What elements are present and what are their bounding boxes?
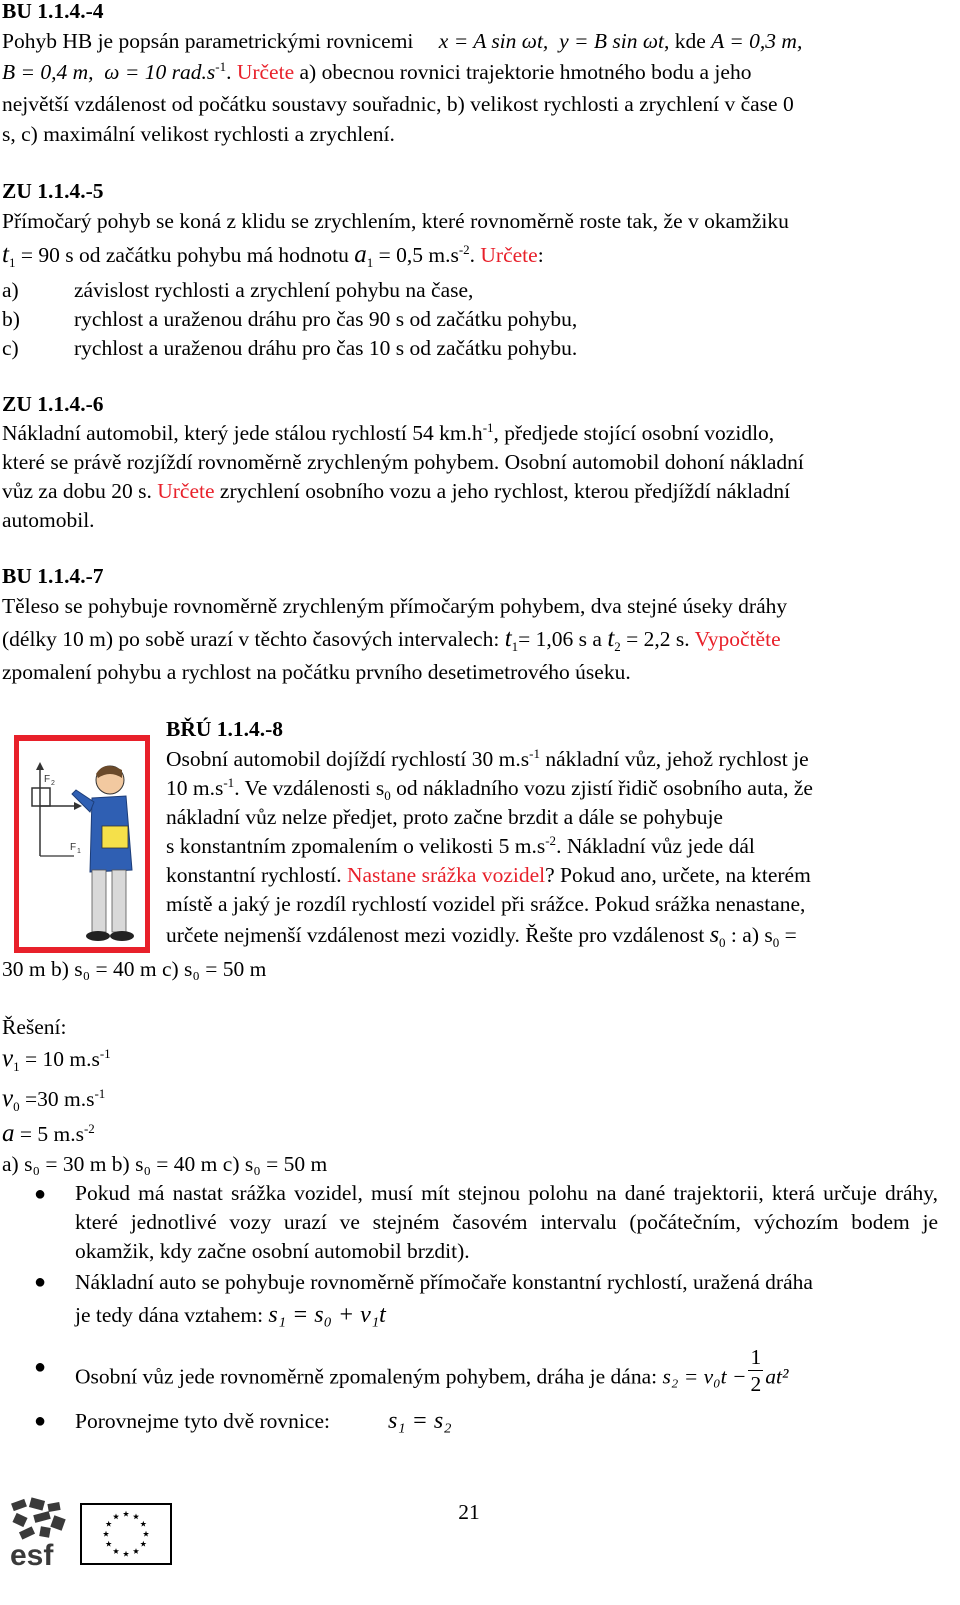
problem-4-line-1: Pohyb HB je popsán parametrickými rovnicemi x = A sin ωt, y = B sin ωt, kde A = 0,3 m,: [2, 29, 803, 53]
bullet-icon: ●: [34, 1183, 47, 1205]
problem-7-title: BU 1.1.4.-7: [2, 564, 104, 588]
keyword-urcete: Určete: [480, 243, 538, 267]
problem-8-line-6: místě a jaký je rozdíl rychlostí vozidel při srážce. Pokud srážka nenastane,: [166, 892, 806, 916]
eu-flag: [80, 1503, 172, 1565]
problem-8-line-8: 30 m b) s₀ = 40 m c) s₀ = 50 m: [2, 957, 267, 981]
problem-7-line-3: zpomalení pohybu a rychlost na počátku prvního desetimetrového úseku.: [2, 660, 631, 684]
page-number: 21: [458, 1500, 480, 1524]
problem-4-line-3: největší vzdálenost od počátku soustavy souřadnic, b) velikost rychlosti a zrychlení v čase 0: [2, 92, 794, 116]
problem-8-line-1: Osobní automobil dojíždí rychlostí 30 $m.s^{-1}$ nákladní vůz, jehož rychlost je: [166, 746, 809, 771]
list-item: ● Osobní vůz jede rovnoměrně zpomaleným pohybem, dráha je dána: s₂ = v₀t − $\frac{1}{2}$ at²: [34, 1345, 789, 1396]
keyword-urcete: Určete: [236, 60, 295, 84]
problem-5-line-1: Přímočarý pohyb se koná z klidu se zrychlením, které rovnoměrně roste tak, že v okamžiku: [2, 209, 789, 233]
problem-7-line-2: (délky 10 m) po sobě urazí v těchto časových intervalech: $t_1= 1,06$ s a $t_2 = 2,2$ s. Vypočtěte: [2, 625, 781, 654]
list-item: b) rychlost a uraženou dráhu pro čas 90 s od začátku pohybu,: [2, 307, 578, 331]
value-omega: ω = 10 rad.s: [104, 60, 216, 84]
problem-4-title: BU 1.1.4.-4: [2, 0, 104, 23]
problem-6-line-1: Nákladní automobil, který jede stálou rychlostí 54 $km.h^{-1}$, předjede stojící osobní vozidlo,: [2, 420, 775, 445]
bullet-icon: ●: [34, 1356, 47, 1378]
problem-6-line-4: automobil.: [2, 508, 95, 532]
esf-logo: [8, 1497, 70, 1569]
list-item: ● Pokud má nastat srážka vozidel, musí mít stejnou polohu na dané trajektorii, která určuje dráhy, které jednotlivé vozy urazí ve stejném časovém intervalu (počátečním, výchozím bodem je okamžik, kdy začne osobní automobil brzdit).: [34, 1181, 938, 1263]
given-v1: $v_1 = 10$ $m.s^{-1}$: [2, 1045, 111, 1074]
bullet-icon: ●: [34, 1271, 47, 1293]
value-B: B = 0,4 m,: [2, 60, 94, 84]
bullet-icon: ●: [34, 1410, 47, 1432]
equation-s2: s₂ = v₀t −: [662, 1364, 747, 1389]
keyword-vypoctete: Vypočtěte: [694, 627, 781, 651]
teacher-at-board-illustration: [14, 730, 150, 970]
equation-s1-equals-s2: s₁ = s₂: [387, 1408, 452, 1434]
svg-text:2: 2: [51, 780, 55, 787]
teacher-leg: [92, 870, 106, 932]
list-item: c) rychlost a uraženou dráhu pro čas 10 s od začátku pohybu.: [2, 336, 578, 360]
problem-8-line-3: nákladní vůz nelze předjet, proto začne brzdit a dále se pohybuje: [166, 805, 723, 829]
bullet-2-line-2: je tedy dána vztahem: s₁ = s₀ + v₁t: [75, 1302, 386, 1328]
problem-6-line-3: vůz za dobu 20 s. Určete zrychlení osobního vozu a jeho rychlost, kterou předjíždí nákladní: [2, 479, 791, 503]
problem-8-title: BŘÚ 1.1.4.-8: [166, 717, 284, 741]
list-item: ● Porovnejme tyto dvě rovnice: s₁ = s₂: [34, 1408, 452, 1434]
teacher-leg: [112, 870, 126, 932]
equation-y: y = B sin ωt: [559, 29, 664, 53]
solution-cases: a) s₀ = 30 m b) s₀ = 40 m c) s₀ = 50 m: [2, 1152, 328, 1176]
value-A: A = 0,3 m,: [711, 29, 803, 53]
svg-text:F: F: [44, 774, 51, 785]
problem-5-title: ZU 1.1.4.-5: [2, 179, 104, 203]
solution-title: Řešení:: [2, 1015, 67, 1039]
problem-8-line-2: 10 $m.s^{-1}$. Ve vzdálenosti $s_0$ od nákladního vozu zjistí řidič osobního auta, že: [166, 775, 813, 803]
keyword-srazka: Nastane srážka vozidel: [346, 863, 546, 887]
equation-s1: s₁ = s₀ + v₁t: [268, 1302, 386, 1328]
list-item: a) závislost rychlosti a zrychlení pohybu na čase,: [2, 278, 474, 302]
problem-8-line-7: určete nejmenší vzdálenost mezi vozidly. Řešte pro vzdálenost $s_0$ : a) $s_0$ =: [166, 922, 797, 950]
problem-6-line-2: které se právě rozjíždí rovnoměrně zrychleným pohybem. Osobní automobil dohoní nákladní: [2, 450, 804, 474]
equation-x: x = A sin ωt,: [438, 29, 549, 53]
given-a: a = 5 $m.s^{-2}$: [2, 1120, 95, 1147]
svg-text:F: F: [70, 842, 77, 853]
problem-5-line-2: $t_1 = 90$ s od začátku pohybu má hodnotu $a_1 = 0,5$ $m.s^{-2}$. Určete:: [2, 241, 544, 270]
list-item: ● Nákladní auto se pohybuje rovnoměrně přímočaře konstantní rychlostí, uražená dráha: [0, 1267, 938, 1297]
problem-7-line-1: Těleso se pohybuje rovnoměrně zrychleným přímočarým pohybem, dva stejné úseky dráhy: [2, 594, 788, 618]
keyword-urcete: Určete: [157, 479, 215, 503]
problem-6-title: ZU 1.1.4.-6: [2, 392, 104, 416]
teacher-book: [102, 826, 128, 848]
problem-4-line-4: s, c) maximální velikost rychlosti a zrychlení.: [2, 122, 395, 146]
svg-text:esf: esf: [10, 1539, 54, 1569]
given-v0: $v_0 =30$ $m.s^{-1}$: [2, 1085, 106, 1114]
fraction-one-half: $\frac{1}{2}$: [750, 1345, 762, 1396]
svg-text:1: 1: [77, 848, 81, 855]
problem-8-line-5: konstantní rychlostí. Nastane srážka vozidel? Pokud ano, určete, na kterém: [166, 863, 811, 887]
problem-8-line-4: s konstantním zpomalením o velikosti 5 $m.s^{-2}$. Nákladní vůz jede dál: [166, 833, 755, 858]
problem-4-line-2: B = 0,4 m, ω = 10 $rad.s^{-1}$. Určete a) obecnou rovnici trajektorie hmotného bodu a jeho: [2, 59, 752, 84]
